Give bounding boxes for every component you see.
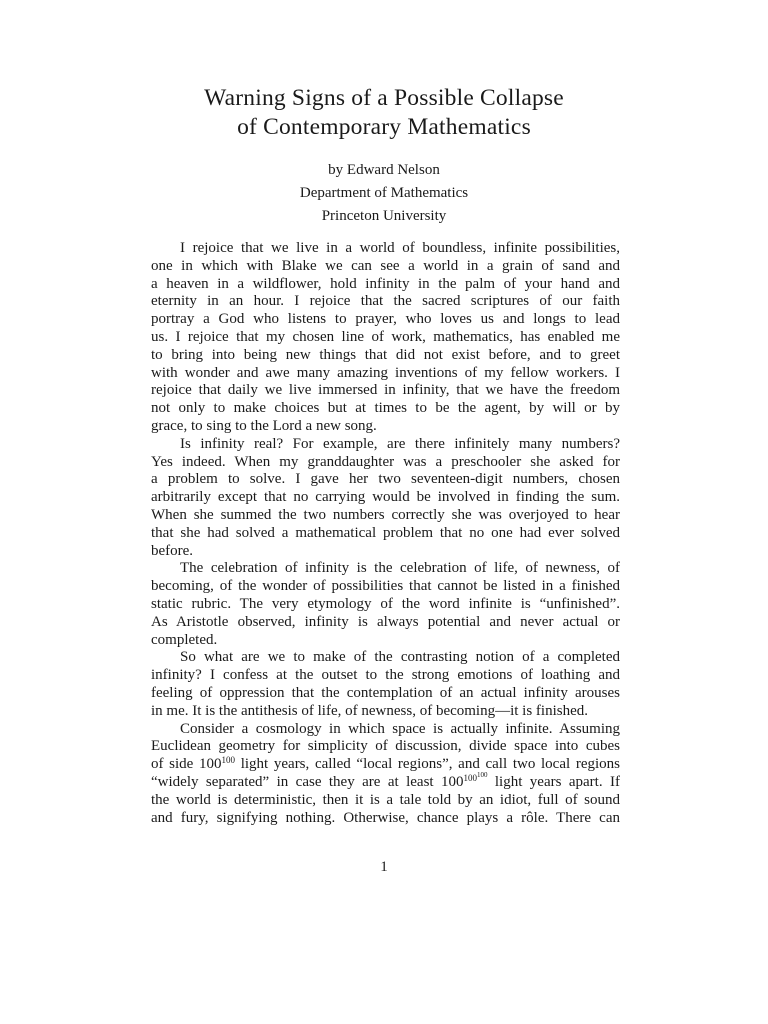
text-line: arbitrarily except that no carrying would be involved in finding the sum. [151, 489, 620, 506]
byline [120, 159, 648, 228]
math-base: 100 [440, 773, 464, 790]
text-line-with-exponent [151, 770, 620, 792]
text-line: Consider a cosmology in which space is actually infinite. Assuming [180, 720, 620, 737]
department: Department of Mathematics [299, 185, 469, 201]
title-line-2: of Contemporary Mathematics [237, 114, 531, 140]
text-line: not only to make choices but at times to be the agent, by will or by [151, 400, 620, 417]
text-line: completed. [151, 631, 218, 648]
math-exponent-base: 100 [463, 772, 477, 783]
text-line: eternity in an hour. I rejoice that the sacred scriptures of our faith [151, 293, 620, 310]
text-line: Yes indeed. When my granddaughter was a preschooler she asked for [151, 453, 620, 470]
text-line: before. [151, 542, 194, 559]
text-line: and fury, signifying nothing. Otherwise, chance plays a rôle. There can [151, 809, 620, 826]
author: by Edward Nelson [328, 162, 440, 178]
text-line: in me. It is the antithesis of life, of newness, of becoming—it is finished. [151, 702, 589, 719]
text-line: a heaven in a wildflower, hold infinity in the palm of your hand and [151, 275, 620, 292]
text-line: portray a God who listens to prayer, who loves us and longs to lead [151, 311, 620, 328]
text-fragment: light years apart. If [487, 773, 620, 790]
math-exponent [463, 770, 488, 783]
paragraph-3 [151, 560, 620, 649]
text-line: rejoice that daily we live immersed in infinity, that we have the freedom [151, 382, 620, 399]
math-nested-exponent: 100 [476, 770, 488, 779]
text-fragment: light years, called “local regions”, and call two local regions [235, 756, 620, 773]
text-line: one in which with Blake we can see a world in a grain of sand and [151, 257, 620, 274]
text-line: becoming, of the wonder of possibilities that cannot be listed in a finished [151, 578, 620, 595]
text-line: So what are we to make of the contrasting notion of a completed [180, 649, 620, 666]
paragraph-4 [151, 649, 620, 720]
text-line: When she summed the two numbers correctly she was overjoyed to hear [151, 506, 620, 523]
text-fragment: “widely separated” in case they are at least [151, 773, 441, 790]
text-line: a problem to solve. I gave her two seventeen-digit numbers, chosen [151, 471, 620, 488]
institution: Princeton University [321, 208, 447, 224]
text-line: I rejoice that we live in a world of boundless, infinite possibilities, [180, 240, 620, 256]
text-fragment: of side [151, 756, 200, 773]
paper-title [120, 84, 648, 142]
text-line: the world is deterministic, then it is a tale told by an idiot, full of sound [151, 791, 620, 808]
text-line: static rubric. The very etymology of the word infinite is “unfinished”. [151, 595, 620, 612]
paragraph-1 [151, 240, 620, 436]
title-line-1: Warning Signs of a Possible Collapse [204, 85, 564, 111]
paragraph-5 [151, 721, 620, 828]
text-line: Euclidean geometry for simplicity of discussion, divide space into cubes [151, 738, 620, 755]
text-line: The celebration of infinity is the celebration of life, of newness, of [180, 560, 620, 577]
math-base: 100 [199, 756, 222, 773]
text-line: As Aristotle observed, infinity is always potential and never actual or [151, 613, 620, 630]
text-line: infinity? I confess at the outset to the strong emotions of loathing and [151, 667, 620, 684]
text-line: grace, to sing to the Lord a new song. [151, 417, 377, 434]
text-line-with-exponent [151, 756, 620, 774]
text-line: to bring into being new things that did not exist before, and to greet [151, 346, 620, 363]
paragraph-2 [151, 436, 620, 561]
math-exponent: 100 [221, 755, 236, 766]
text-line: Is infinity real? For example, are there infinitely many numbers? [180, 435, 620, 452]
text-line: us. I rejoice that my chosen line of work, mathematics, has enabled me [151, 328, 620, 345]
page-number: 1 [380, 859, 388, 875]
text-line: that she had solved a mathematical problem that no one had ever solved [151, 524, 620, 541]
body-text [151, 240, 620, 827]
text-line: feeling of oppression that the contemplation of an actual infinity arouses [151, 684, 620, 701]
text-line: with wonder and awe many amazing inventions of my fellow workers. I [151, 364, 620, 381]
